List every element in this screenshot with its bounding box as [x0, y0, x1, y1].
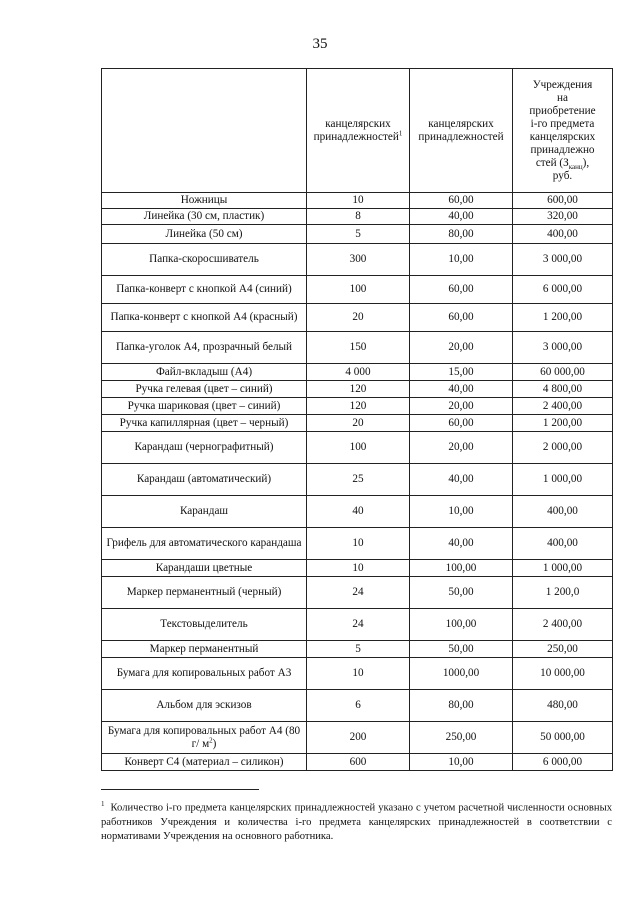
cell-price: 20,00 [410, 398, 513, 415]
cell-item-name: Папка-конверт с кнопкой А4 (синий) [102, 276, 307, 304]
cell-item-name: Ручка капиллярная (цвет – черный) [102, 415, 307, 432]
cell-quantity: 150 [307, 332, 410, 364]
cell-price: 80,00 [410, 225, 513, 244]
cell-total: 250,00 [513, 641, 613, 658]
table-row [102, 193, 613, 209]
cell-quantity: 10 [307, 658, 410, 690]
cell-quantity: 200 [307, 722, 410, 754]
table-row [102, 658, 613, 690]
footnote-text: Количество i-го предмета канцелярских принадлежностей указано с учетом расчетной численности основных работников Учреждения и количества i-го предмета канцелярских принадлежностей в соответствии с нормативами Учреждения на основного работника. [101, 802, 612, 842]
cell-price: 10,00 [410, 244, 513, 276]
cell-total: 10 000,00 [513, 658, 613, 690]
cell-item-name: Бумага для копировальных работ А3 [102, 658, 307, 690]
cell-item-name: Ручка гелевая (цвет – синий) [102, 381, 307, 398]
cell-item-name: Папка-скоросшиватель [102, 244, 307, 276]
cell-item-name: Карандаш [102, 496, 307, 528]
cell-quantity: 5 [307, 641, 410, 658]
cell-item-name: Линейка (50 см) [102, 225, 307, 244]
cell-total: 1 000,00 [513, 560, 613, 577]
table-row [102, 577, 613, 609]
cell-total: 2 400,00 [513, 609, 613, 641]
table-row [102, 209, 613, 225]
table-row [102, 225, 613, 244]
table-header-row [102, 69, 613, 193]
page-number: 35 [312, 36, 328, 52]
cell-price: 60,00 [410, 276, 513, 304]
cell-price: 60,00 [410, 415, 513, 432]
cell-price: 10,00 [410, 754, 513, 771]
cell-quantity: 24 [307, 577, 410, 609]
table-row [102, 381, 613, 398]
cell-quantity: 100 [307, 276, 410, 304]
cell-price: 60,00 [410, 193, 513, 209]
cell-item-name: Бумага для копировальных работ А4 (80 г/ $м^2$) [102, 722, 307, 754]
cell-total: 3 000,00 [513, 332, 613, 364]
cell-total: 400,00 [513, 528, 613, 560]
cell-price: 40,00 [410, 528, 513, 560]
cell-price: 20,00 [410, 332, 513, 364]
table-row [102, 609, 613, 641]
cell-quantity: 6 [307, 690, 410, 722]
cell-quantity: 40 [307, 496, 410, 528]
cell-item-name: Папка-конверт с кнопкой А4 (красный) [102, 304, 307, 332]
table-body [102, 193, 613, 771]
footnote-marker: 1 [101, 800, 105, 808]
table-row [102, 276, 613, 304]
cell-quantity: 100 [307, 432, 410, 464]
table-row [102, 244, 613, 276]
table-row [102, 398, 613, 415]
cell-price: 60,00 [410, 304, 513, 332]
cell-quantity: 8 [307, 209, 410, 225]
cell-item-name: Маркер перманентный [102, 641, 307, 658]
cell-total: 400,00 [513, 225, 613, 244]
cell-item-name: Карандаш (чернографитный) [102, 432, 307, 464]
cell-quantity: 5 [307, 225, 410, 244]
cell-total: 6 000,00 [513, 276, 613, 304]
header-cell-quantity: канцелярских принадлежностей$^1$ [307, 69, 410, 193]
table-row [102, 415, 613, 432]
cell-total: 400,00 [513, 496, 613, 528]
cell-total: 6 000,00 [513, 754, 613, 771]
table-row [102, 528, 613, 560]
cell-price: 80,00 [410, 690, 513, 722]
cell-total: 2 000,00 [513, 432, 613, 464]
cell-price: 40,00 [410, 209, 513, 225]
cell-quantity: 120 [307, 381, 410, 398]
cell-price: 100,00 [410, 609, 513, 641]
cell-item-name: Карандаши цветные [102, 560, 307, 577]
cell-item-name: Альбом для эскизов [102, 690, 307, 722]
cell-total: 480,00 [513, 690, 613, 722]
cell-item-name: Ручка шариковая (цвет – синий) [102, 398, 307, 415]
cell-price: 15,00 [410, 364, 513, 381]
cell-item-name: Линейка (30 см, пластик) [102, 209, 307, 225]
cell-item-name: Грифель для автоматического карандаша [102, 528, 307, 560]
cell-quantity: 10 [307, 193, 410, 209]
cell-price: 40,00 [410, 464, 513, 496]
cell-total: 1 200,00 [513, 304, 613, 332]
table-row [102, 641, 613, 658]
cell-price: 100,00 [410, 560, 513, 577]
table-row [102, 304, 613, 332]
cell-quantity: 4 000 [307, 364, 410, 381]
cell-quantity: 120 [307, 398, 410, 415]
table-row [102, 754, 613, 771]
stationery-table [101, 68, 613, 771]
cell-quantity: 20 [307, 415, 410, 432]
table-row [102, 690, 613, 722]
cell-price: 50,00 [410, 577, 513, 609]
cell-total: 1 200,0 [513, 577, 613, 609]
table-row [102, 496, 613, 528]
cell-quantity: 10 [307, 528, 410, 560]
cell-quantity: 300 [307, 244, 410, 276]
cell-quantity: 25 [307, 464, 410, 496]
table-row [102, 722, 613, 754]
cell-price: 50,00 [410, 641, 513, 658]
cell-item-name: Файл-вкладыш (А4) [102, 364, 307, 381]
table-row [102, 364, 613, 381]
cell-total: 60 000,00 [513, 364, 613, 381]
cell-price: 20,00 [410, 432, 513, 464]
cell-item-name: Маркер перманентный (черный) [102, 577, 307, 609]
cell-price: 1000,00 [410, 658, 513, 690]
cell-price: 250,00 [410, 722, 513, 754]
cell-price: 40,00 [410, 381, 513, 398]
cell-total: 320,00 [513, 209, 613, 225]
cell-item-name: Карандаш (автоматический) [102, 464, 307, 496]
cell-total: 1 200,00 [513, 415, 613, 432]
cell-quantity: 24 [307, 609, 410, 641]
table-row [102, 560, 613, 577]
cell-quantity: 20 [307, 304, 410, 332]
footnote [101, 797, 612, 844]
cell-total: 600,00 [513, 193, 613, 209]
header-cell-price: канцелярских принадлежностей [410, 69, 513, 193]
cell-item-name: Конверт С4 (материал – силикон) [102, 754, 307, 771]
cell-quantity: 10 [307, 560, 410, 577]
table-row [102, 332, 613, 364]
header-cell-name [102, 69, 307, 193]
cell-total: 4 800,00 [513, 381, 613, 398]
cell-price: 10,00 [410, 496, 513, 528]
cell-total: 50 000,00 [513, 722, 613, 754]
table-row [102, 464, 613, 496]
cell-total: 2 400,00 [513, 398, 613, 415]
cell-item-name: Папка-уголок А4, прозрачный белый [102, 332, 307, 364]
header-cell-total: Учреждения на приобретение i-го предмета канцелярских принадлежно стей $(З_{канц})$, руб. [513, 69, 613, 193]
footnote-divider [101, 789, 259, 790]
cell-item-name: Текстовыделитель [102, 609, 307, 641]
cell-total: 3 000,00 [513, 244, 613, 276]
cell-item-name: Ножницы [102, 193, 307, 209]
cell-quantity: 600 [307, 754, 410, 771]
cell-total: 1 000,00 [513, 464, 613, 496]
table-row [102, 432, 613, 464]
